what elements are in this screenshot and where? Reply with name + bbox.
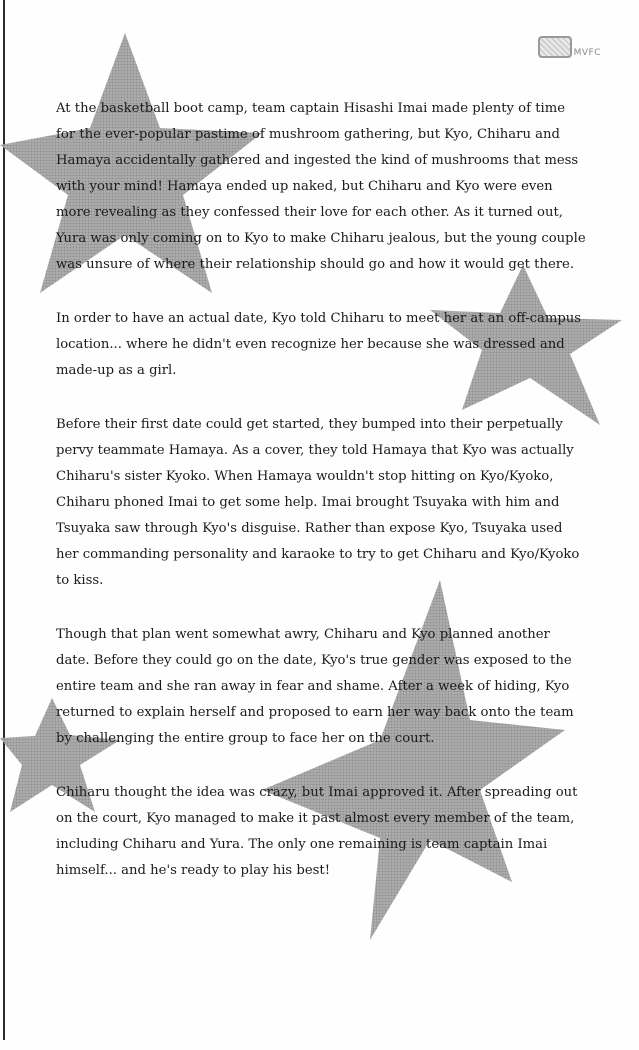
mvfc-logo-icon [538, 36, 572, 58]
paragraph-2: In order to have an actual date, Kyo told Chiharu to meet her at an off-campus location... where he didn't even recognize her because she was dressed and made-up as a girl. [56, 311, 582, 378]
summary-text [56, 96, 586, 912]
watermark [538, 36, 601, 58]
paragraph-5: Chiharu thought the idea was crazy, but Imai approved it. After spreading out on the court, Kyo managed to make it past almost every member of the team, including Chiharu and Yura. The only one remaining is team captain Imai himself... and he's ready to play his best! [56, 785, 578, 878]
paragraph-1: At the basketball boot camp, team captain Hisashi Imai made plenty of time for the ever-popular pastime of mushroom gathering, but Kyo, Chiharu and Hamaya accidentally gathered and ingested the kind of mushrooms that mess with your mind! Hamaya ended up naked, but Chiharu and Kyo were even more revealing as they confessed their love for each other. As it turned out, Yura was only coming on to Kyo to make Chiharu jealous, but the young couple was unsure of where their relationship should go and how it would get there. [56, 101, 586, 272]
paragraph-4: Though that plan went somewhat awry, Chiharu and Kyo planned another date. Before they could go on the date, Kyo's true gender was exposed to the entire team and she ran away in fear and shame. After a week of hiding, Kyo returned to explain herself and proposed to earn her way back onto the team by challenging the entire group to face her on the court. [56, 627, 574, 746]
paragraph-3: Before their first date could get started, they bumped into their perpetually pervy teammate Hamaya. As a cover, they told Hamaya that Kyo was actually Chiharu's sister Kyoko. When Hamaya wouldn't stop hitting on Kyo/Kyoko, Chiharu phoned Imai to get some help. Imai brought Tsuyaka with him and Tsuyaka saw through Kyo's disguise. Rather than expose Kyo, Tsuyaka used her commanding personality and karaoke to try to get Chiharu and Kyo/Kyoko to kiss. [56, 417, 580, 588]
watermark-text: MVFC [573, 48, 601, 58]
